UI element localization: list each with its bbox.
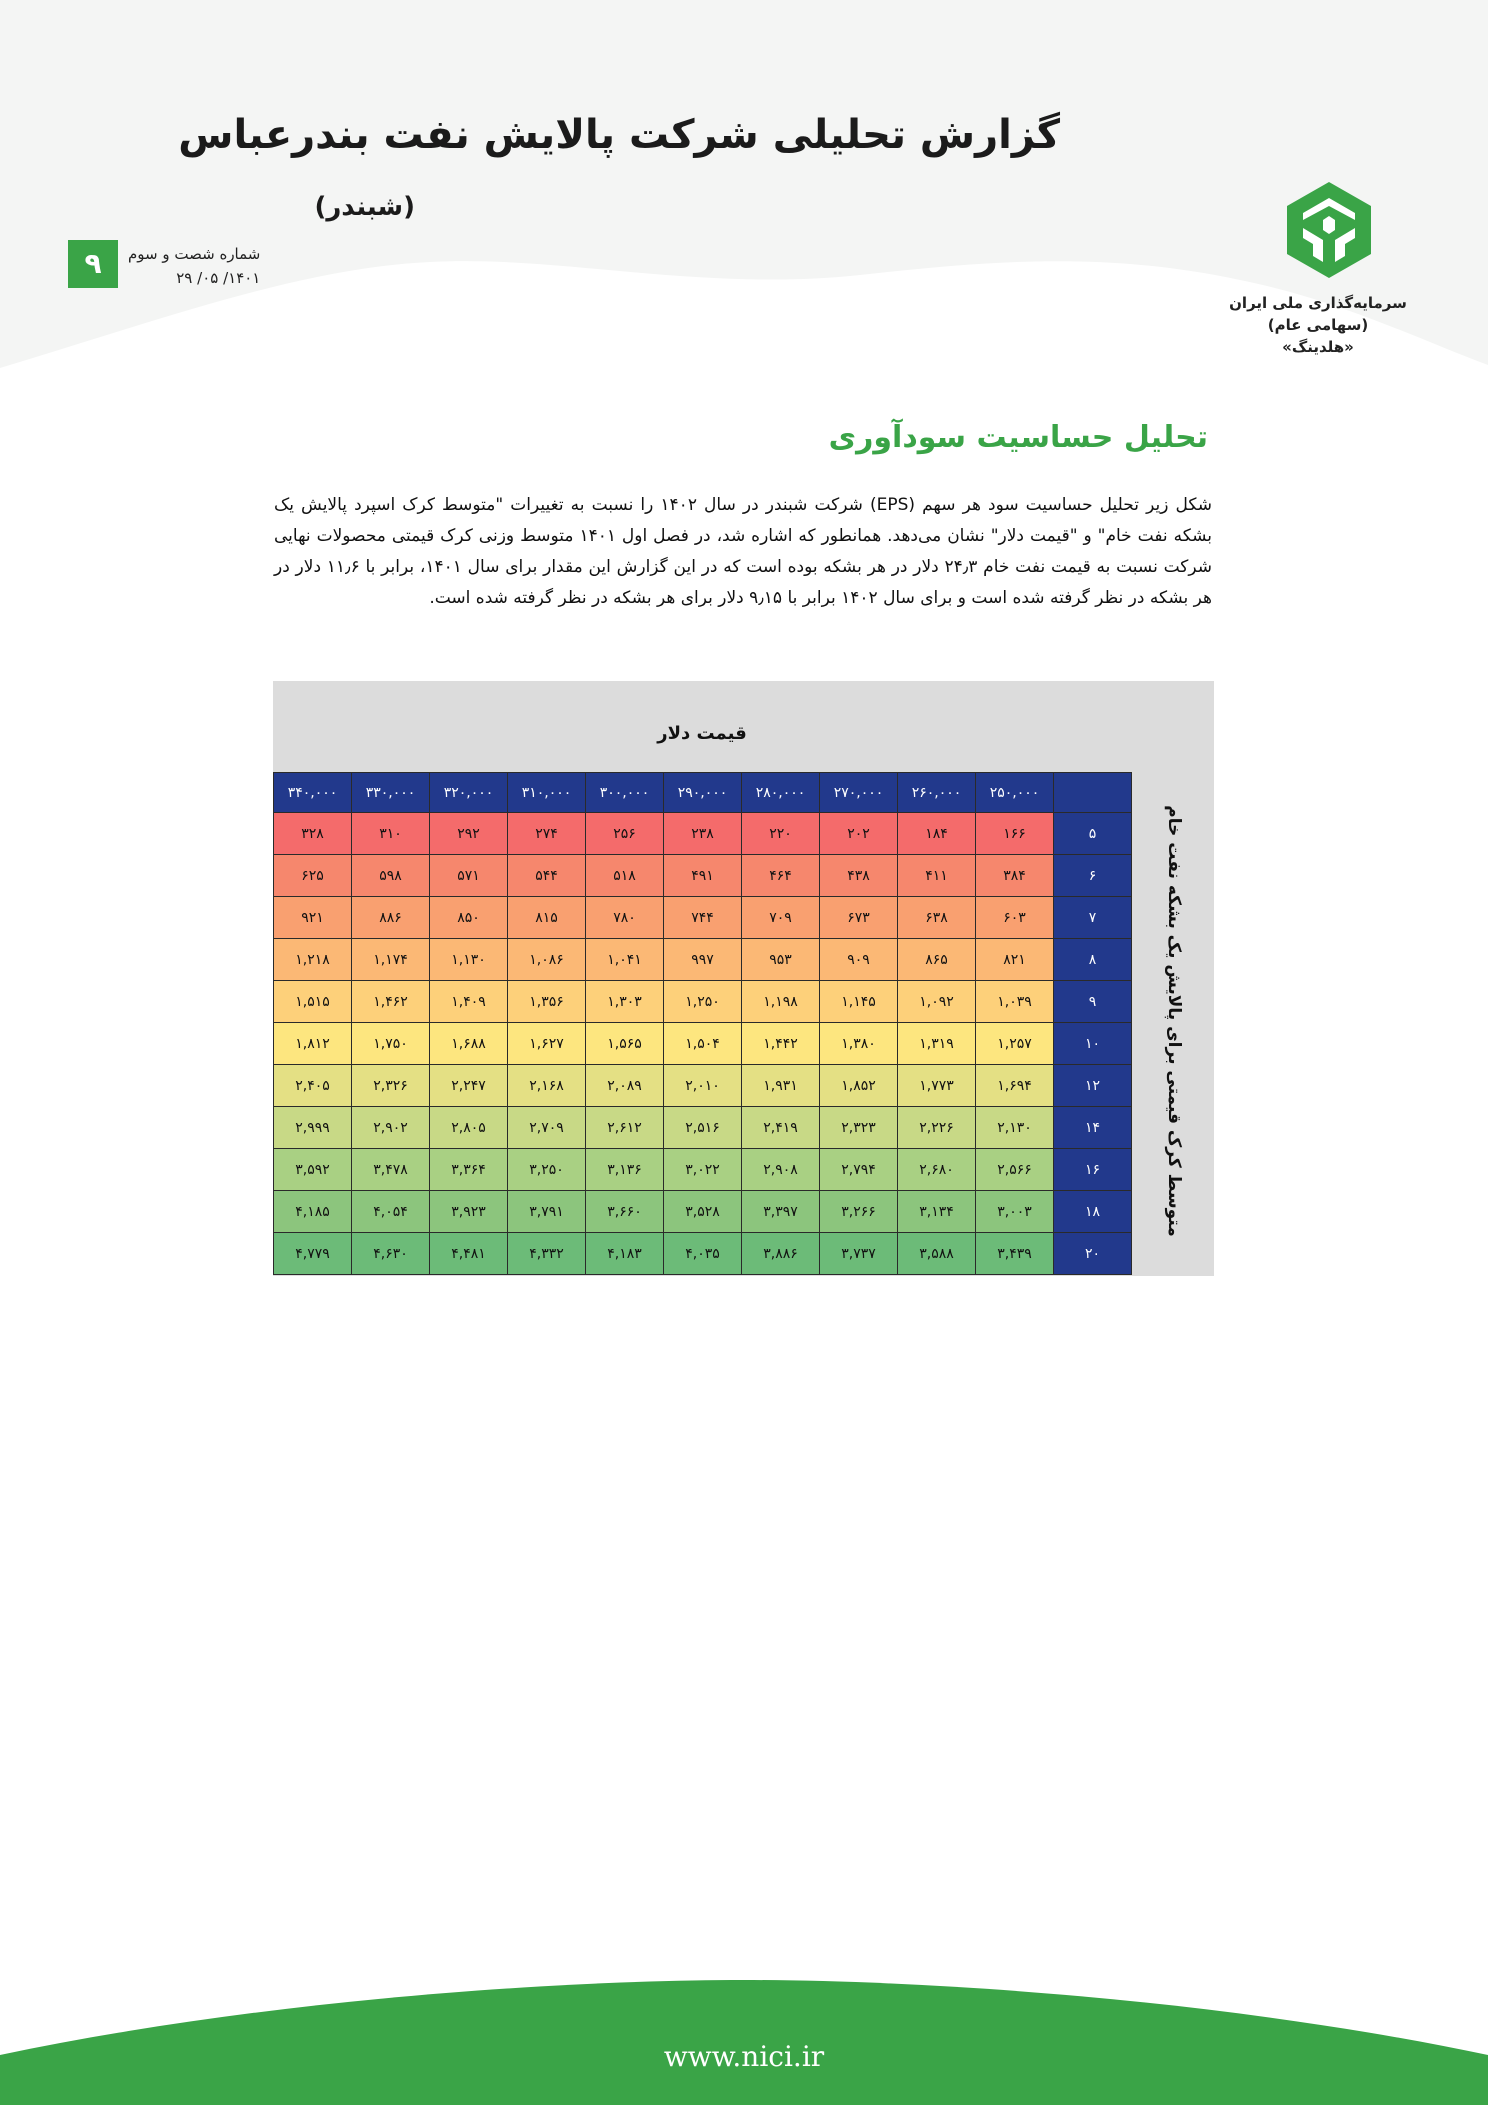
eps-value-cell: ۱,۶۲۷: [508, 1023, 586, 1065]
eps-value-cell: ۳,۵۹۲: [274, 1149, 352, 1191]
eps-value-cell: ۱,۱۴۵: [820, 981, 898, 1023]
eps-value-cell: ۳,۷۳۷: [820, 1233, 898, 1275]
eps-value-cell: ۱,۳۰۳: [586, 981, 664, 1023]
table-row: [274, 1149, 1132, 1191]
eps-value-cell: ۳,۰۲۲: [664, 1149, 742, 1191]
eps-value-cell: ۱,۶۸۸: [430, 1023, 508, 1065]
eps-value-cell: ۳,۱۳۶: [586, 1149, 664, 1191]
eps-value-cell: ۳,۲۶۶: [820, 1191, 898, 1233]
eps-value-cell: ۳,۱۳۴: [898, 1191, 976, 1233]
table-row: [274, 1065, 1132, 1107]
row-header-cell: ۶: [1054, 855, 1132, 897]
table-row: [274, 981, 1132, 1023]
column-axis-title: قیمت دلار: [657, 723, 747, 744]
sensitivity-table: [273, 772, 1132, 1275]
row-axis-title-text: متوسط کرک قیمتی برای پالایش یک بشکه نفت خام: [1164, 805, 1184, 1237]
eps-value-cell: ۱,۰۴۱: [586, 939, 664, 981]
eps-value-cell: ۲,۶۸۰: [898, 1149, 976, 1191]
eps-value-cell: ۵۴۴: [508, 855, 586, 897]
eps-value-cell: ۲,۹۰۲: [352, 1107, 430, 1149]
eps-value-cell: ۳,۸۸۶: [742, 1233, 820, 1275]
eps-value-cell: ۴,۱۸۳: [586, 1233, 664, 1275]
section-paragraph: شکل زیر تحلیل حساسیت سود هر سهم (EPS) شرکت شبندر در سال ۱۴۰۲ را نسبت به تغییرات "متوسط کرک اسپرد پالایش یک بشکه نفت خام" و "قیمت دلار" نشان می‌دهد. همانطور که اشاره شد، در فصل اول ۱۴۰۱ متوسط وزنی کرک قیمتی محصولات نهایی شرکت نسبت به قیمت نفت خام ۲۴٫۳ دلار در هر بشکه بوده است که در این گزارش این مقدار برای سال ۱۴۰۱، برابر با ۱۱٫۶ دلار در هر بشکه در نظر گرفته شده است و برای سال ۱۴۰۲ برابر با ۹٫۱۵ دلار برای هر بشکه در نظر گرفته شده است.: [274, 495, 1213, 608]
eps-value-cell: ۳,۵۲۸: [664, 1191, 742, 1233]
eps-value-cell: ۱,۴۶۲: [352, 981, 430, 1023]
eps-value-cell: ۱,۲۵۰: [664, 981, 742, 1023]
row-header-cell: ۱۲: [1054, 1065, 1132, 1107]
row-header-cell: ۱۰: [1054, 1023, 1132, 1065]
eps-value-cell: ۲,۱۶۸: [508, 1065, 586, 1107]
eps-value-cell: ۴۱۱: [898, 855, 976, 897]
row-axis-title: [1141, 771, 1207, 1271]
row-header-cell: ۱۸: [1054, 1191, 1132, 1233]
eps-value-cell: ۳,۶۶۰: [586, 1191, 664, 1233]
row-header-cell: ۵: [1054, 813, 1132, 855]
table-row: [274, 897, 1132, 939]
eps-value-cell: ۱,۱۳۰: [430, 939, 508, 981]
column-header-cell: ۲۹۰,۰۰۰: [664, 773, 742, 813]
table-row: [274, 1023, 1132, 1065]
report-title: گزارش تحلیلی شرکت پالایش نفت بندرعباس: [178, 112, 1060, 158]
eps-value-cell: ۵۹۸: [352, 855, 430, 897]
row-header-cell: ۷: [1054, 897, 1132, 939]
eps-value-cell: ۲,۳۲۶: [352, 1065, 430, 1107]
company-suffix: «هلدینگ»: [1282, 338, 1354, 356]
eps-value-cell: ۴۶۴: [742, 855, 820, 897]
row-header-cell: ۲۰: [1054, 1233, 1132, 1275]
eps-value-cell: ۱۸۴: [898, 813, 976, 855]
eps-value-cell: ۱,۲۱۸: [274, 939, 352, 981]
eps-value-cell: ۱,۷۷۳: [898, 1065, 976, 1107]
row-header-cell: ۹: [1054, 981, 1132, 1023]
issue-date: ۱۴۰۱/ ۰۵/ ۲۹: [176, 269, 261, 287]
table-row: [274, 1191, 1132, 1233]
table-row: [274, 813, 1132, 855]
eps-value-cell: ۱,۶۹۴: [976, 1065, 1054, 1107]
eps-value-cell: ۴,۴۸۱: [430, 1233, 508, 1275]
eps-value-cell: ۲,۷۰۹: [508, 1107, 586, 1149]
page-header: [0, 0, 1488, 370]
eps-value-cell: ۳,۴۳۹: [976, 1233, 1054, 1275]
eps-value-cell: ۲,۸۰۵: [430, 1107, 508, 1149]
eps-value-cell: ۱۶۶: [976, 813, 1054, 855]
table-row: [274, 1233, 1132, 1275]
eps-value-cell: ۱,۱۷۴: [352, 939, 430, 981]
eps-value-cell: ۳,۳۶۴: [430, 1149, 508, 1191]
issue-label: شماره شصت و سوم: [128, 245, 261, 263]
eps-value-cell: ۳۱۰: [352, 813, 430, 855]
eps-value-cell: ۴,۰۵۴: [352, 1191, 430, 1233]
eps-value-cell: ۲۷۴: [508, 813, 586, 855]
footer-background: [0, 1960, 1488, 2105]
nici-logo-icon: [1283, 180, 1375, 280]
column-header-cell: ۳۳۰,۰۰۰: [352, 773, 430, 813]
eps-value-cell: ۱,۵۰۴: [664, 1023, 742, 1065]
eps-value-cell: ۵۱۸: [586, 855, 664, 897]
column-header-cell: ۳۰۰,۰۰۰: [586, 773, 664, 813]
eps-value-cell: ۳۸۴: [976, 855, 1054, 897]
eps-value-cell: ۳,۰۰۳: [976, 1191, 1054, 1233]
column-header-cell: ۲۸۰,۰۰۰: [742, 773, 820, 813]
row-header-cell: ۱۴: [1054, 1107, 1132, 1149]
eps-value-cell: ۲۲۰: [742, 813, 820, 855]
column-header-cell: ۲۶۰,۰۰۰: [898, 773, 976, 813]
eps-value-cell: ۴۹۱: [664, 855, 742, 897]
eps-value-cell: ۶۰۳: [976, 897, 1054, 939]
eps-value-cell: ۱,۹۳۱: [742, 1065, 820, 1107]
eps-value-cell: ۷۸۰: [586, 897, 664, 939]
eps-value-cell: ۱,۱۹۸: [742, 981, 820, 1023]
eps-value-cell: ۴۳۸: [820, 855, 898, 897]
eps-value-cell: ۱,۳۱۹: [898, 1023, 976, 1065]
eps-value-cell: ۲۰۲: [820, 813, 898, 855]
eps-value-cell: ۱,۴۴۲: [742, 1023, 820, 1065]
eps-value-cell: ۶۷۳: [820, 897, 898, 939]
eps-value-cell: ۱,۸۵۲: [820, 1065, 898, 1107]
eps-value-cell: ۲,۵۱۶: [664, 1107, 742, 1149]
eps-value-cell: ۲,۹۰۸: [742, 1149, 820, 1191]
eps-value-cell: ۳,۹۲۳: [430, 1191, 508, 1233]
column-header-cell: ۳۴۰,۰۰۰: [274, 773, 352, 813]
eps-value-cell: ۱,۷۵۰: [352, 1023, 430, 1065]
eps-value-cell: ۴,۶۳۰: [352, 1233, 430, 1275]
column-header-cell: ۳۲۰,۰۰۰: [430, 773, 508, 813]
report-subtitle: (شبندر): [314, 192, 415, 222]
eps-value-cell: ۲۹۲: [430, 813, 508, 855]
eps-value-cell: ۲,۵۶۶: [976, 1149, 1054, 1191]
eps-value-cell: ۴,۱۸۵: [274, 1191, 352, 1233]
eps-value-cell: ۹۹۷: [664, 939, 742, 981]
eps-value-cell: ۱,۳۸۰: [820, 1023, 898, 1065]
eps-value-cell: ۲,۲۴۷: [430, 1065, 508, 1107]
eps-value-cell: ۷۴۴: [664, 897, 742, 939]
eps-value-cell: ۷۰۹: [742, 897, 820, 939]
eps-value-cell: ۱,۸۱۲: [274, 1023, 352, 1065]
eps-value-cell: ۶۳۸: [898, 897, 976, 939]
eps-value-cell: ۸۲۱: [976, 939, 1054, 981]
table-header-row: [274, 773, 1132, 813]
eps-value-cell: ۳۲۸: [274, 813, 352, 855]
eps-value-cell: ۲,۷۹۴: [820, 1149, 898, 1191]
company-name: [1203, 292, 1433, 358]
eps-value-cell: ۱,۰۸۶: [508, 939, 586, 981]
eps-value-cell: ۲,۹۹۹: [274, 1107, 352, 1149]
section-title: تحلیل حساسیت سودآوری: [828, 420, 1208, 455]
eps-value-cell: ۳,۳۹۷: [742, 1191, 820, 1233]
company-name-line: سرمایه‌گذاری ملی ایران (سهامی عام): [1229, 294, 1407, 334]
eps-value-cell: ۸۸۶: [352, 897, 430, 939]
eps-value-cell: ۳,۵۸۸: [898, 1233, 976, 1275]
eps-value-cell: ۱,۵۶۵: [586, 1023, 664, 1065]
eps-value-cell: ۱,۰۳۹: [976, 981, 1054, 1023]
eps-value-cell: ۱,۵۱۵: [274, 981, 352, 1023]
eps-value-cell: ۲,۰۱۰: [664, 1065, 742, 1107]
table-row: [274, 855, 1132, 897]
eps-value-cell: ۱,۳۵۶: [508, 981, 586, 1023]
eps-value-cell: ۸۵۰: [430, 897, 508, 939]
table-row: [274, 939, 1132, 981]
eps-value-cell: ۲,۱۳۰: [976, 1107, 1054, 1149]
page-footer: [0, 1960, 1488, 2105]
eps-value-cell: ۲,۲۲۶: [898, 1107, 976, 1149]
eps-value-cell: ۱,۴۰۹: [430, 981, 508, 1023]
eps-value-cell: ۸۱۵: [508, 897, 586, 939]
eps-value-cell: ۴,۷۷۹: [274, 1233, 352, 1275]
eps-value-cell: ۲,۰۸۹: [586, 1065, 664, 1107]
eps-value-cell: ۱,۲۵۷: [976, 1023, 1054, 1065]
eps-value-cell: ۲۵۶: [586, 813, 664, 855]
eps-value-cell: ۸۶۵: [898, 939, 976, 981]
eps-value-cell: ۱,۰۹۲: [898, 981, 976, 1023]
eps-value-cell: ۹۲۱: [274, 897, 352, 939]
issue-info: [128, 242, 260, 290]
column-header-cell: ۲۷۰,۰۰۰: [820, 773, 898, 813]
eps-value-cell: ۴,۰۳۵: [664, 1233, 742, 1275]
eps-value-cell: ۴,۳۳۲: [508, 1233, 586, 1275]
column-header-cell: ۳۱۰,۰۰۰: [508, 773, 586, 813]
page-number-badge: ۹: [68, 240, 118, 288]
table-corner-cell: [1054, 773, 1132, 813]
sensitivity-table-panel: [273, 681, 1214, 1276]
table-row: [274, 1107, 1132, 1149]
eps-value-cell: ۲,۴۰۵: [274, 1065, 352, 1107]
row-header-cell: ۸: [1054, 939, 1132, 981]
eps-value-cell: ۲۳۸: [664, 813, 742, 855]
row-header-cell: ۱۶: [1054, 1149, 1132, 1191]
eps-value-cell: ۳,۴۷۸: [352, 1149, 430, 1191]
eps-value-cell: ۹۰۹: [820, 939, 898, 981]
column-header-cell: ۲۵۰,۰۰۰: [976, 773, 1054, 813]
eps-value-cell: ۳,۷۹۱: [508, 1191, 586, 1233]
eps-value-cell: ۹۵۳: [742, 939, 820, 981]
eps-value-cell: ۲,۳۲۳: [820, 1107, 898, 1149]
eps-value-cell: ۵۷۱: [430, 855, 508, 897]
eps-value-cell: ۶۲۵: [274, 855, 352, 897]
footer-url[interactable]: www.nici.ir: [663, 2040, 825, 2073]
eps-value-cell: ۲,۶۱۲: [586, 1107, 664, 1149]
eps-value-cell: ۳,۲۵۰: [508, 1149, 586, 1191]
eps-value-cell: ۲,۴۱۹: [742, 1107, 820, 1149]
